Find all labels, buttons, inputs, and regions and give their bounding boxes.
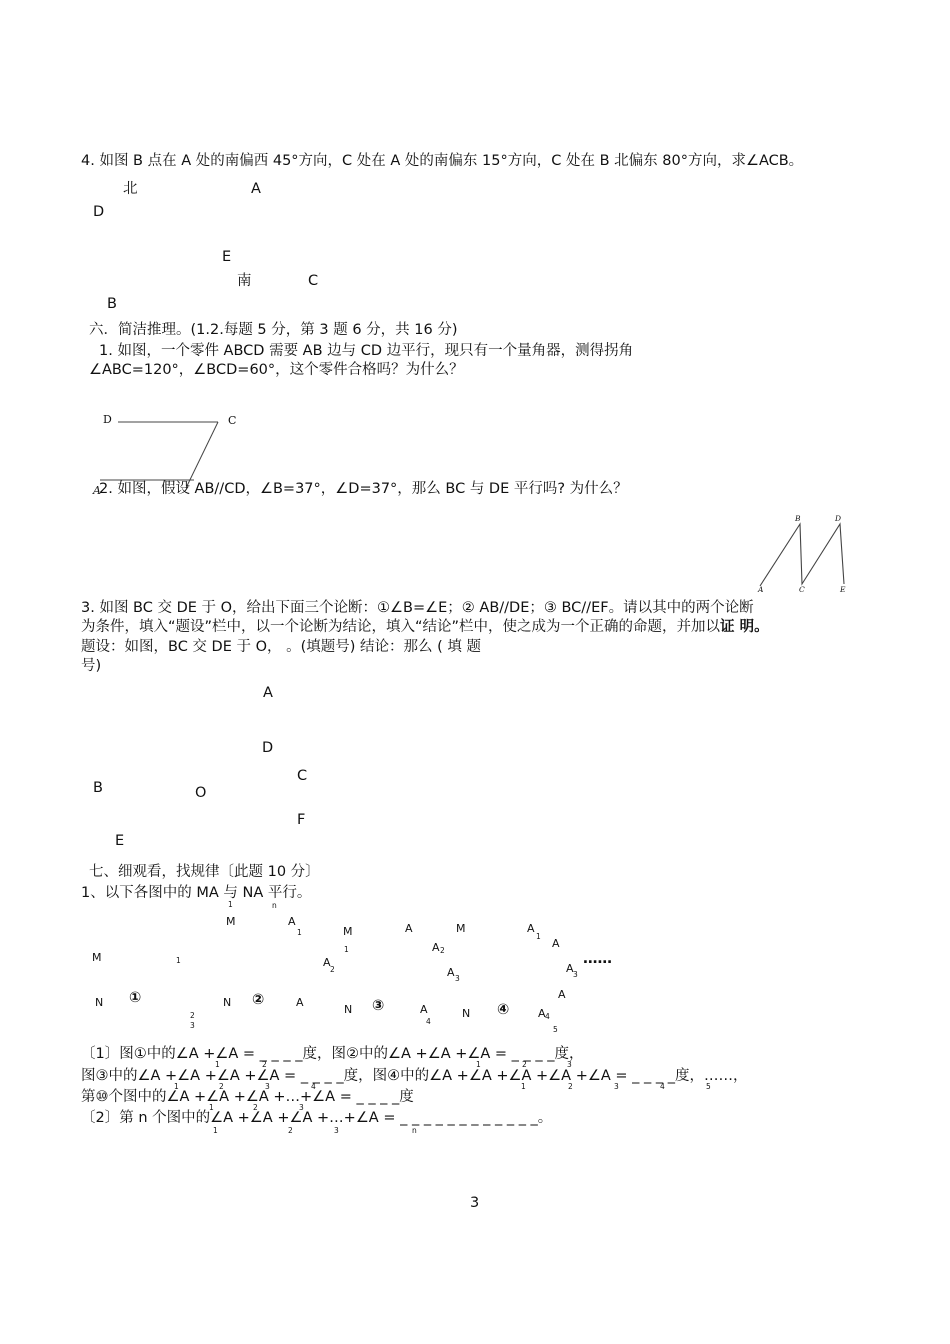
pattern-sub: 1	[176, 956, 181, 965]
pattern-sub: 3	[573, 970, 578, 979]
problem-3-line-2	[81, 618, 769, 636]
fig2-label-A: A	[758, 585, 764, 594]
pattern-A: A	[538, 1007, 546, 1020]
label-D: D	[93, 204, 105, 220]
problem-3-line-3: 题设：如图，BC 交 DE 于 O， 。(填题号) 结论：那么 ( 填 题	[81, 639, 482, 655]
page-number: 3	[470, 1195, 480, 1211]
pattern-N: N	[223, 996, 232, 1009]
problem-3-line-4: 号)	[81, 658, 102, 674]
figure-3-marker: ③	[372, 998, 385, 1014]
pattern-A: A	[288, 915, 296, 928]
pattern-sub: 4	[545, 1012, 550, 1021]
answer-sub: 4	[311, 1082, 316, 1091]
pattern-sub: 1	[297, 928, 302, 937]
pattern-A: A	[552, 937, 560, 950]
pattern-M: M	[92, 951, 102, 964]
answer-sub: 5	[706, 1082, 711, 1091]
label-C: C	[308, 273, 319, 289]
answer-1-line-3: 第⑩个图中的∠A +∠A +∠A +…+∠A = _ _ _ _度	[81, 1089, 414, 1105]
answer-1-line-1: 〔1〕图①中的∠A +∠A = _ _ _ _度，图②中的∠A +∠A +∠A = _ _ _ _度，	[81, 1046, 584, 1062]
answer-sub: 1	[213, 1126, 218, 1135]
label-E: E	[222, 249, 232, 265]
fig3-label-O: O	[195, 785, 207, 801]
pattern-sub: 5	[553, 1025, 558, 1034]
pattern-N: N	[462, 1007, 471, 1020]
answer-sub: 2	[568, 1082, 573, 1091]
fig3-label-C: C	[297, 768, 308, 784]
label-nan: 南	[237, 273, 252, 289]
fig2-label-E: E	[840, 585, 846, 594]
pattern-A: A	[296, 996, 304, 1009]
answer-sub: 2	[522, 1060, 527, 1069]
answer-1-line-2: 图③中的∠A +∠A +∠A +∠A = _ _ _ _度，图④中的∠A +∠A +∠A +∠A +∠A = _ _ _ _度，……，	[81, 1068, 748, 1084]
fig1-label-A: A	[93, 484, 101, 497]
pattern-A: A	[558, 988, 566, 1001]
question-4-text: 4. 如图 B 点在 A 处的南偏西 45°方向，C 处在 A 处的南偏东 15°方向，C 处在 B 北偏东 80°方向，求∠ACB。	[81, 153, 804, 169]
label-B: B	[107, 296, 117, 312]
answer-sub: 1	[521, 1082, 526, 1091]
answer-sub: 3	[334, 1126, 339, 1135]
pattern-N: N	[95, 996, 104, 1009]
problem-1-line-1: 1. 如图，一个零件 ABCD 需要 AB 边与 CD 边平行，现只有一个量角器，测得拐角	[99, 343, 634, 359]
q1-sub-1: 1	[228, 900, 233, 909]
pattern-sub: 2	[440, 946, 445, 955]
section-7-title: 七、细观看，找规律〔此题 10 分〕	[89, 864, 320, 880]
answer-sub: 1	[476, 1060, 481, 1069]
label-bei: 北	[123, 181, 138, 197]
pattern-A: A	[420, 1003, 428, 1016]
figure-1-marker: ①	[129, 990, 142, 1006]
answer-sub: 4	[660, 1082, 665, 1091]
section-7-question-1: 1、以下各图中的 MA 与 NA 平行。	[81, 885, 312, 901]
problem-3-line-2-text: 为条件，填入“题设”栏中，以一个论断为结论，填入“结论”栏中，使之成为一个正确的命题，并加以	[81, 619, 721, 635]
pattern-M: M	[343, 925, 353, 938]
fig2-label-D: D	[835, 514, 842, 523]
pattern-M: M	[226, 915, 236, 928]
pattern-sub: 4	[426, 1017, 431, 1026]
pattern-sub: 1	[536, 932, 541, 941]
pattern-A: A	[323, 956, 331, 969]
pattern-A: A	[432, 941, 440, 954]
problem-3-prove: 证 明。	[720, 619, 769, 635]
pattern-sub: 2	[330, 965, 335, 974]
answer-sub: 3	[614, 1082, 619, 1091]
answer-sub: 2	[262, 1060, 267, 1069]
answer-sub: 2	[288, 1126, 293, 1135]
problem-2-text: 2. 如图，假设 AB//CD，∠B=37°，∠D=37°，那么 BC 与 DE 平行吗? 为什么？	[99, 481, 628, 497]
fig3-label-E: E	[115, 833, 125, 849]
pattern-A: A	[447, 966, 455, 979]
fig2-label-C: C	[799, 585, 805, 594]
section-6-title: 六．简洁推理。(1.2.每题 5 分，第 3 题 6 分，共 16 分)	[89, 322, 458, 338]
answer-sub: 1	[215, 1060, 220, 1069]
answer-sub: 3	[299, 1103, 304, 1112]
zigzag-figure	[754, 512, 854, 592]
problem-3-line-1: 3. 如图 BC 交 DE 于 O，给出下面三个论断：①∠B=∠E；② AB//DE；③ BC//EF。请以其中的两个论断	[81, 600, 754, 616]
continuation-dots: ……	[583, 951, 612, 967]
answer-sub: 3	[567, 1060, 572, 1069]
pattern-sub: 2	[190, 1011, 195, 1020]
answer-sub: 2	[219, 1082, 224, 1091]
pattern-A: A	[527, 922, 535, 935]
pattern-sub: 1	[344, 945, 349, 954]
pattern-sub: 3	[455, 974, 460, 983]
answer-sub: 1	[209, 1103, 214, 1112]
answer-sub: n	[412, 1126, 417, 1135]
pattern-A: A	[405, 922, 413, 935]
answer-sub: 3	[265, 1082, 270, 1091]
fig3-label-F: F	[297, 812, 306, 828]
label-A: A	[251, 181, 261, 197]
answer-sub: 2	[253, 1103, 258, 1112]
pattern-sub: 3	[190, 1021, 195, 1030]
figure-2-marker: ②	[252, 992, 265, 1008]
fig2-label-B: B	[795, 514, 801, 523]
figure-4-marker: ④	[497, 1002, 510, 1018]
answer-sub: 1	[174, 1082, 179, 1091]
problem-1-line-2: ∠ABC=120°，∠BCD=60°，这个零件合格吗？为什么？	[89, 362, 464, 378]
fig3-label-D: D	[262, 740, 274, 756]
fig3-label-A: A	[263, 685, 273, 701]
q1-sub-n: n	[272, 901, 277, 910]
pattern-M: M	[456, 922, 466, 935]
answer-2-line: 〔2〕第 n 个图中的∠A +∠A +∠A +…+∠A = _ _ _ _ _ _ _ _ _ _ _ _。	[81, 1110, 553, 1126]
fig1-label-C: C	[228, 414, 237, 427]
pattern-A: A	[566, 962, 574, 975]
fig1-label-D: D	[103, 413, 112, 426]
pattern-N: N	[344, 1003, 353, 1016]
fig3-label-B: B	[93, 780, 103, 796]
